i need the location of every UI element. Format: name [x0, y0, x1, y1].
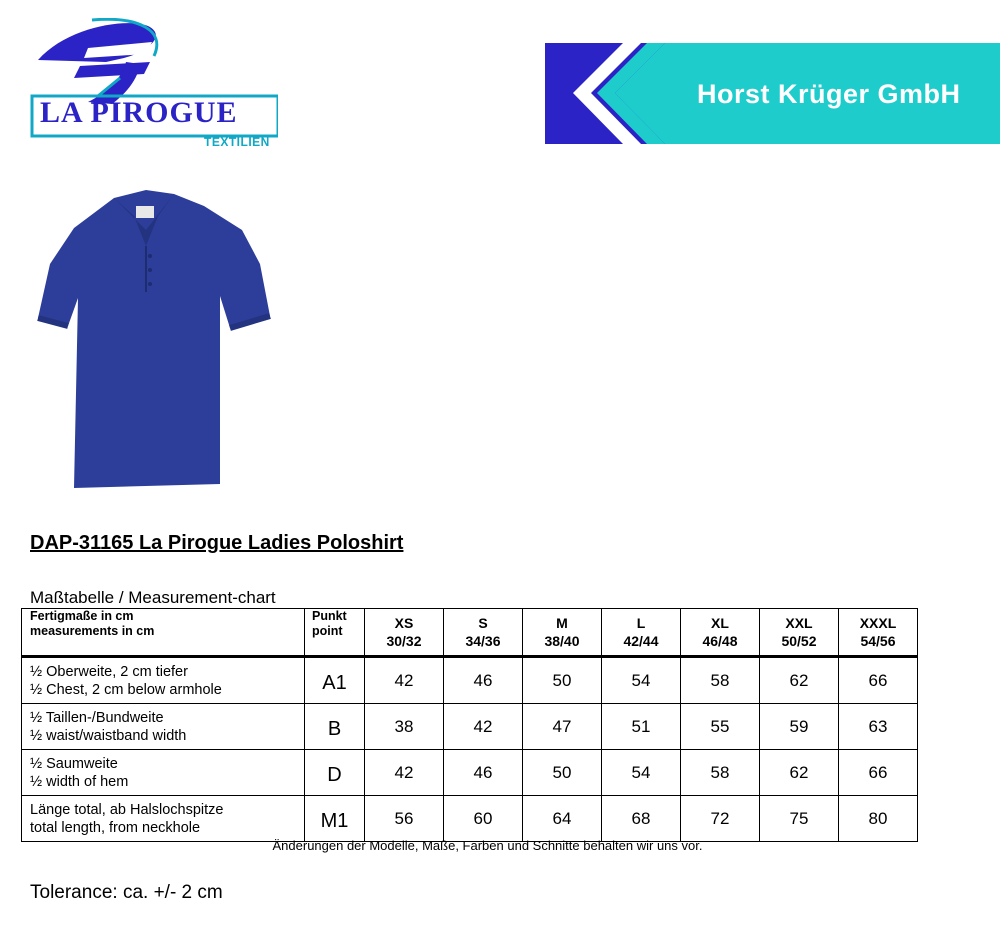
- company-name: Horst Krüger GmbH: [697, 79, 961, 109]
- table-cell: 55: [681, 704, 760, 750]
- table-cell: 63: [839, 704, 918, 750]
- table-cell: 46: [444, 657, 523, 704]
- table-row: [22, 796, 918, 842]
- disclaimer-note: Änderungen der Modelle, Maße, Farben und Schnitte behalten wir uns vor.: [272, 838, 703, 853]
- table-cell: 75: [760, 796, 839, 842]
- sail-logo-icon: [28, 18, 278, 150]
- header-size-xl: XL 46/48: [681, 609, 760, 657]
- header-size-xxl: XXL 50/52: [760, 609, 839, 657]
- table-cell: 54: [602, 657, 681, 704]
- table-cell: 58: [681, 750, 760, 796]
- row-label: Länge total, ab Halslochspitze total length, from neckhole: [22, 796, 305, 842]
- header-label-de: Fertigmaße in cm: [30, 609, 134, 623]
- table-cell: 38: [365, 704, 444, 750]
- company-banner: [545, 43, 1000, 144]
- table-row: [22, 750, 918, 796]
- table-cell: 42: [365, 657, 444, 704]
- header-size-l: L 42/44: [602, 609, 681, 657]
- header-label-en: measurements in cm: [30, 624, 155, 638]
- header-size-xxxl: XXXL 54/56: [839, 609, 918, 657]
- header-point: [305, 609, 365, 657]
- table-cell: 47: [523, 704, 602, 750]
- row-label: ½ Oberweite, 2 cm tiefer ½ Chest, 2 cm below armhole: [22, 657, 305, 704]
- table-cell: 64: [523, 796, 602, 842]
- row-point: M1: [305, 796, 365, 842]
- row-point: D: [305, 750, 365, 796]
- table-header-row: [22, 609, 918, 657]
- header-size-s: S 34/36: [444, 609, 523, 657]
- product-title: DAP-31165 La Pirogue Ladies Poloshirt: [30, 532, 404, 554]
- measurement-table: [21, 608, 918, 842]
- header-point-en: point: [312, 624, 343, 638]
- table-cell: 58: [681, 657, 760, 704]
- table-cell: 54: [602, 750, 681, 796]
- header-measurements: [22, 609, 305, 657]
- chart-subtitle: Maßtabelle / Measurement-chart: [30, 588, 276, 607]
- poloshirt-icon: [34, 184, 274, 496]
- table-cell: 50: [523, 657, 602, 704]
- header-size-m: M 38/40: [523, 609, 602, 657]
- table-cell: 62: [760, 750, 839, 796]
- table-row: [22, 657, 918, 704]
- row-label: ½ Saumweite ½ width of hem: [22, 750, 305, 796]
- header-size-xs: XS 30/32: [365, 609, 444, 657]
- table-cell: 42: [444, 704, 523, 750]
- table-cell: 59: [760, 704, 839, 750]
- row-point: B: [305, 704, 365, 750]
- table-cell: 68: [602, 796, 681, 842]
- la-pirogue-logo: [28, 18, 278, 150]
- table-cell: 80: [839, 796, 918, 842]
- poloshirt-image: [34, 184, 274, 496]
- table-cell: 50: [523, 750, 602, 796]
- header-point-de: Punkt: [312, 609, 347, 623]
- table-cell: 56: [365, 796, 444, 842]
- table-cell: 62: [760, 657, 839, 704]
- row-label: ½ Taillen-/Bundweite ½ waist/waistband width: [22, 704, 305, 750]
- table-row: [22, 704, 918, 750]
- logo-subtitle: TEXTILIEN: [204, 135, 270, 149]
- table-cell: 66: [839, 657, 918, 704]
- tolerance-text: Tolerance: ca. +/- 2 cm: [30, 882, 223, 903]
- logo-name: LA PIROGUE: [40, 96, 238, 129]
- table-cell: 66: [839, 750, 918, 796]
- table-cell: 46: [444, 750, 523, 796]
- table-cell: 72: [681, 796, 760, 842]
- table-cell: 51: [602, 704, 681, 750]
- row-point: A1: [305, 657, 365, 704]
- table-cell: 60: [444, 796, 523, 842]
- table-cell: 42: [365, 750, 444, 796]
